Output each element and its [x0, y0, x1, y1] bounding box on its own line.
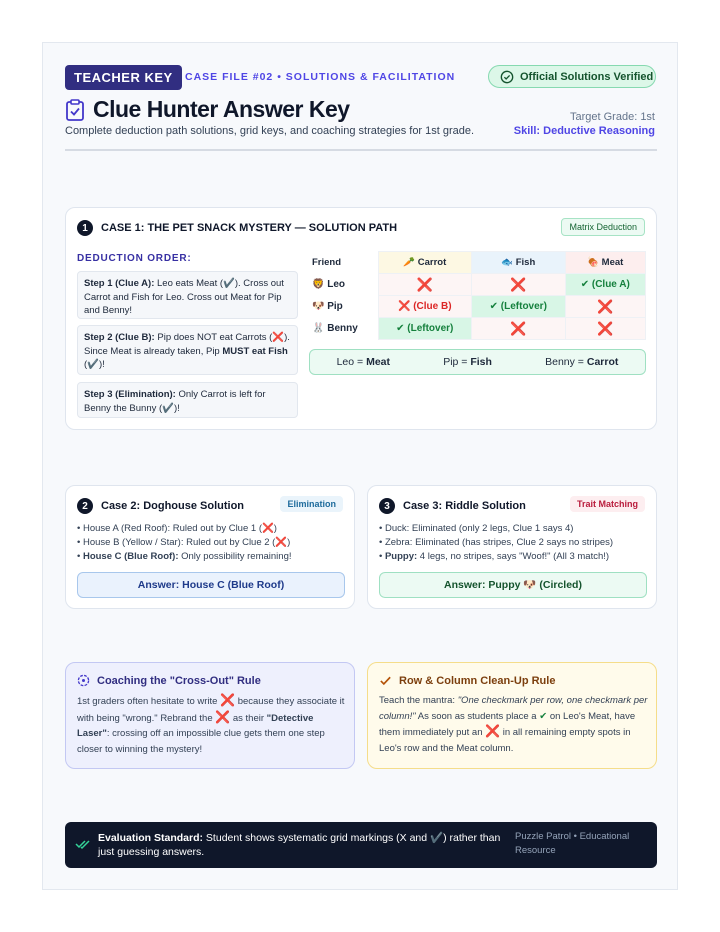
- coaching-crossout-card: [65, 662, 355, 769]
- row-benny: 🐰 Benny: [312, 323, 358, 334]
- coach1-heading: [77, 674, 261, 687]
- case3-tag: Trait Matching: [570, 496, 645, 512]
- step-3-text: Only Carrot is left for Benny the Bunny (✔️)!: [84, 389, 266, 414]
- solution-summary: [309, 349, 646, 375]
- verified-label: Official Solutions Verified: [520, 70, 654, 83]
- step-2-text-end: (✔️)!: [84, 359, 105, 370]
- title-row: [65, 96, 350, 123]
- summary-benny: Benny = Carrot: [545, 356, 619, 368]
- page-title: Clue Hunter Answer Key: [93, 96, 350, 122]
- footer-credit: Puzzle Patrol • Educational Resource: [515, 831, 630, 856]
- evaluation-text: Evaluation Standard: Student shows systematic grid markings (X and ✔️) rather than just guessing answers.: [98, 832, 501, 858]
- case2-tag: Elimination: [280, 496, 343, 512]
- case2-answer: Answer: House C (Blue Roof): [77, 572, 345, 598]
- col-carrot: 🥕 Carrot: [378, 252, 472, 274]
- answer-key-page: [42, 42, 678, 890]
- coach2-body: Teach the mantra: "One checkmark per row, one checkmark per column!" As soon as students place a ✔ on Leo's Meat, have them immediately put an ❌ in all remaining empty spots in Leo's row and the Meat column.: [379, 695, 648, 754]
- clipboard-check-icon: [65, 99, 85, 121]
- col-meat: 🍖 Meat: [565, 252, 645, 274]
- case3-card: [367, 485, 657, 609]
- summary-pip: Pip = Fish: [443, 356, 492, 368]
- cell-benny-carrot: ✔ (Leftover): [378, 318, 472, 340]
- coach2-heading: [379, 674, 555, 687]
- verified-badge: [488, 65, 656, 88]
- col-fish: 🐟 Fish: [472, 252, 566, 274]
- case1-number: 1: [77, 220, 93, 236]
- cell-leo-meat: ✔ (Clue A): [565, 274, 645, 296]
- case2-title: Case 2: Doghouse Solution: [101, 500, 245, 512]
- case1-heading: [77, 220, 397, 236]
- step-2: [77, 325, 298, 375]
- cell-leo-carrot: ❌: [378, 274, 472, 296]
- case3-title: Case 3: Riddle Solution: [403, 500, 526, 512]
- target-icon: [77, 674, 90, 687]
- step-2-text: Pip does NOT eat Carrots (❌). Since Meat is already taken, Pip: [84, 332, 290, 357]
- row-pip: 🐶 Pip: [312, 301, 343, 312]
- case2-number: 2: [77, 498, 93, 514]
- case1-card: [65, 207, 657, 430]
- cell-leo-fish: ❌: [472, 274, 566, 296]
- case2-bullets: [77, 522, 347, 564]
- case1-tag: Matrix Deduction: [561, 218, 645, 236]
- case2-card: [65, 485, 355, 609]
- checkmark-icon: [379, 674, 392, 687]
- case3-number: 3: [379, 498, 395, 514]
- case2-bullet: • House A (Red Roof): Ruled out by Clue 1 (❌): [77, 523, 277, 534]
- case3-answer: Answer: Puppy 🐶 (Circled): [379, 572, 647, 598]
- page-subtitle: Complete deduction path solutions, grid keys, and coaching strategies for 1st grade.: [65, 125, 475, 137]
- step-3-label: Step 3 (Elimination):: [84, 389, 176, 400]
- coaching-cleanup-card: [367, 662, 657, 769]
- case3-heading: [379, 498, 526, 514]
- double-check-icon: [75, 838, 91, 850]
- case3-bullets: [379, 522, 649, 564]
- solution-grid: [310, 251, 646, 340]
- case2-bullet: • House B (Yellow / Star): Ruled out by Clue 2 (❌): [77, 537, 291, 548]
- deduction-order-label: DEDUCTION ORDER:: [77, 253, 192, 264]
- case3-bullet: • Zebra: Eliminated (has stripes, Clue 2 says no stripes): [379, 537, 614, 548]
- coach1-title: Coaching the "Cross-Out" Rule: [97, 674, 261, 687]
- case1-title: CASE 1: THE PET SNACK MYSTERY — SOLUTION PATH: [101, 222, 398, 234]
- cell-benny-meat: ❌: [565, 318, 645, 340]
- header-divider: [65, 149, 657, 151]
- target-grade: Target Grade: 1st: [570, 111, 655, 123]
- cell-pip-meat: ❌: [565, 296, 645, 318]
- cell-benny-fish: ❌: [472, 318, 566, 340]
- teacher-key-badge: TEACHER KEY: [65, 65, 182, 90]
- row-leo: 🦁 Leo: [312, 279, 346, 290]
- step-3: [77, 382, 298, 418]
- coach1-body: 1st graders often hesitate to write ❌ because they associate it with being "wrong." Rebrand the ❌ as their "Detective Laser": crossing off an impossible clue gets them one step closer to winning the mystery!: [77, 693, 345, 755]
- case2-heading: [77, 498, 244, 514]
- cell-pip-fish: ✔ (Leftover): [472, 296, 566, 318]
- case-file-label: CASE FILE #02 • SOLUTIONS & FACILITATION: [185, 71, 456, 83]
- grid-corner: Friend: [312, 257, 342, 268]
- case3-bullet: • Puppy: 4 legs, no stripes, says "Woof!" (All 3 match!): [379, 551, 610, 562]
- case2-bullet: • House C (Blue Roof): Only possibility remaining!: [77, 551, 292, 562]
- step-2-bold: MUST eat Fish: [222, 345, 288, 357]
- step-2-label: Step 2 (Clue B):: [84, 332, 155, 343]
- case3-bullet: • Duck: Eliminated (only 2 legs, Clue 1 says 4): [379, 523, 574, 534]
- check-circle-icon: [500, 70, 514, 84]
- evaluation-footer: [65, 822, 657, 868]
- step-1: [77, 271, 298, 319]
- summary-leo: Leo = Meat: [336, 356, 391, 368]
- skill-label: Skill: Deductive Reasoning: [513, 125, 655, 137]
- coach2-title: Row & Column Clean-Up Rule: [399, 674, 556, 687]
- step-1-text: Leo eats Meat (✔️). Cross out Carrot and Fish for Leo. Cross out Meat for Pip and Benny!: [84, 278, 284, 316]
- cell-pip-carrot: ❌ (Clue B): [378, 296, 472, 318]
- step-1-label: Step 1 (Clue A):: [84, 278, 155, 289]
